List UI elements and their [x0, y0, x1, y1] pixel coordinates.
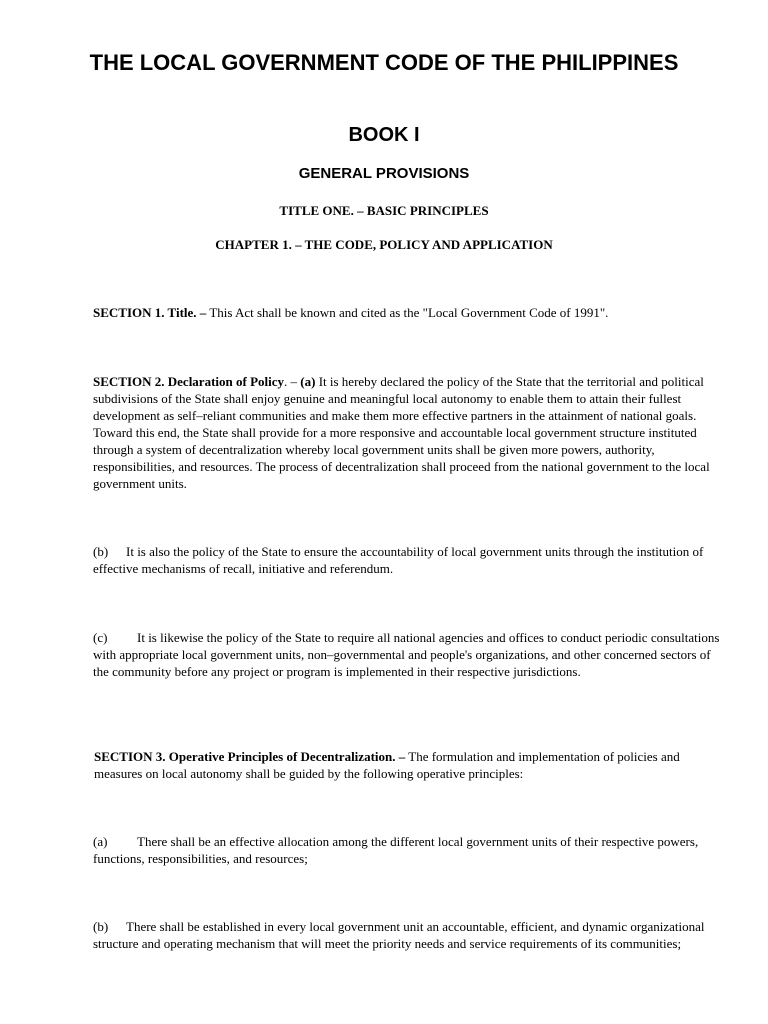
section-3-heading: SECTION 3. Operative Principles of Decentralization. – [94, 749, 406, 764]
part-heading: GENERAL PROVISIONS [298, 165, 470, 182]
section-2a-marker: (a) [300, 374, 316, 389]
section-2c-text: It is likewise the policy of the State to require all national agencies and offices to conduct periodic consultations with appropriate local government units, non–governmental and people's organizations, and other concerned sectors of the community before any project or program is implemented in their respective jurisdictions. [93, 630, 720, 679]
document-title: THE LOCAL GOVERNMENT CODE OF THE PHILIPPINES [89, 50, 679, 75]
title-heading: TITLE ONE. – BASIC PRINCIPLES [279, 203, 489, 218]
section-2b-text: It is also the policy of the State to ensure the accountability of local government units through the institution of effective mechanisms of recall, initiative and referendum. [93, 544, 704, 576]
section-2c-paragraph [93, 629, 723, 680]
section-1-paragraph [93, 304, 723, 321]
book-heading: BOOK I [348, 124, 420, 146]
section-3b-paragraph [93, 918, 723, 952]
section-2b-paragraph [93, 543, 723, 577]
section-1-text: This Act shall be known and cited as the "Local Government Code of 1991". [209, 305, 609, 320]
section-2a-text: It is hereby declared the policy of the State that the territorial and political subdivisions of the State shall enjoy genuine and meaningful local autonomy to enable them to attain their fullest development as self–reliant communities and make them more effective partners in the attainment of national goals. Toward this end, the State shall provide for a more responsive and accountable local government structure instituted through a system of decentralization whereby local government units shall be given more powers, authority, responsibilities, and resources. The process of decentralization shall proceed from the national government to the local government units. [93, 374, 710, 491]
section-3a-marker: (a) [93, 834, 108, 849]
section-2-heading: SECTION 2. Declaration of Policy [93, 374, 285, 389]
section-2b-marker: (b) [93, 544, 109, 559]
section-1-heading: SECTION 1. Title. – [93, 305, 207, 320]
section-3-paragraph [94, 748, 724, 782]
section-2a-paragraph [93, 373, 723, 492]
section-3b-text: There shall be established in every local government unit an accountable, efficient, and dynamic organizational structure and operating mechanism that will meet the priority needs and service requirements of its communities; [93, 919, 705, 951]
section-3a-text: There shall be an effective allocation among the different local government units of their respective powers, functions, responsibilities, and resources; [93, 834, 699, 866]
section-3-text: The formulation and implementation of policies and measures on local autonomy shall be guided by the following operative principles: [94, 749, 680, 781]
section-3b-marker: (b) [93, 919, 109, 934]
section-2c-marker: (c) [93, 630, 108, 645]
section-3a-paragraph [93, 833, 723, 867]
section-2-heading-tail: . – [284, 374, 298, 389]
chapter-heading: CHAPTER 1. – THE CODE, POLICY AND APPLICATION [215, 237, 553, 252]
